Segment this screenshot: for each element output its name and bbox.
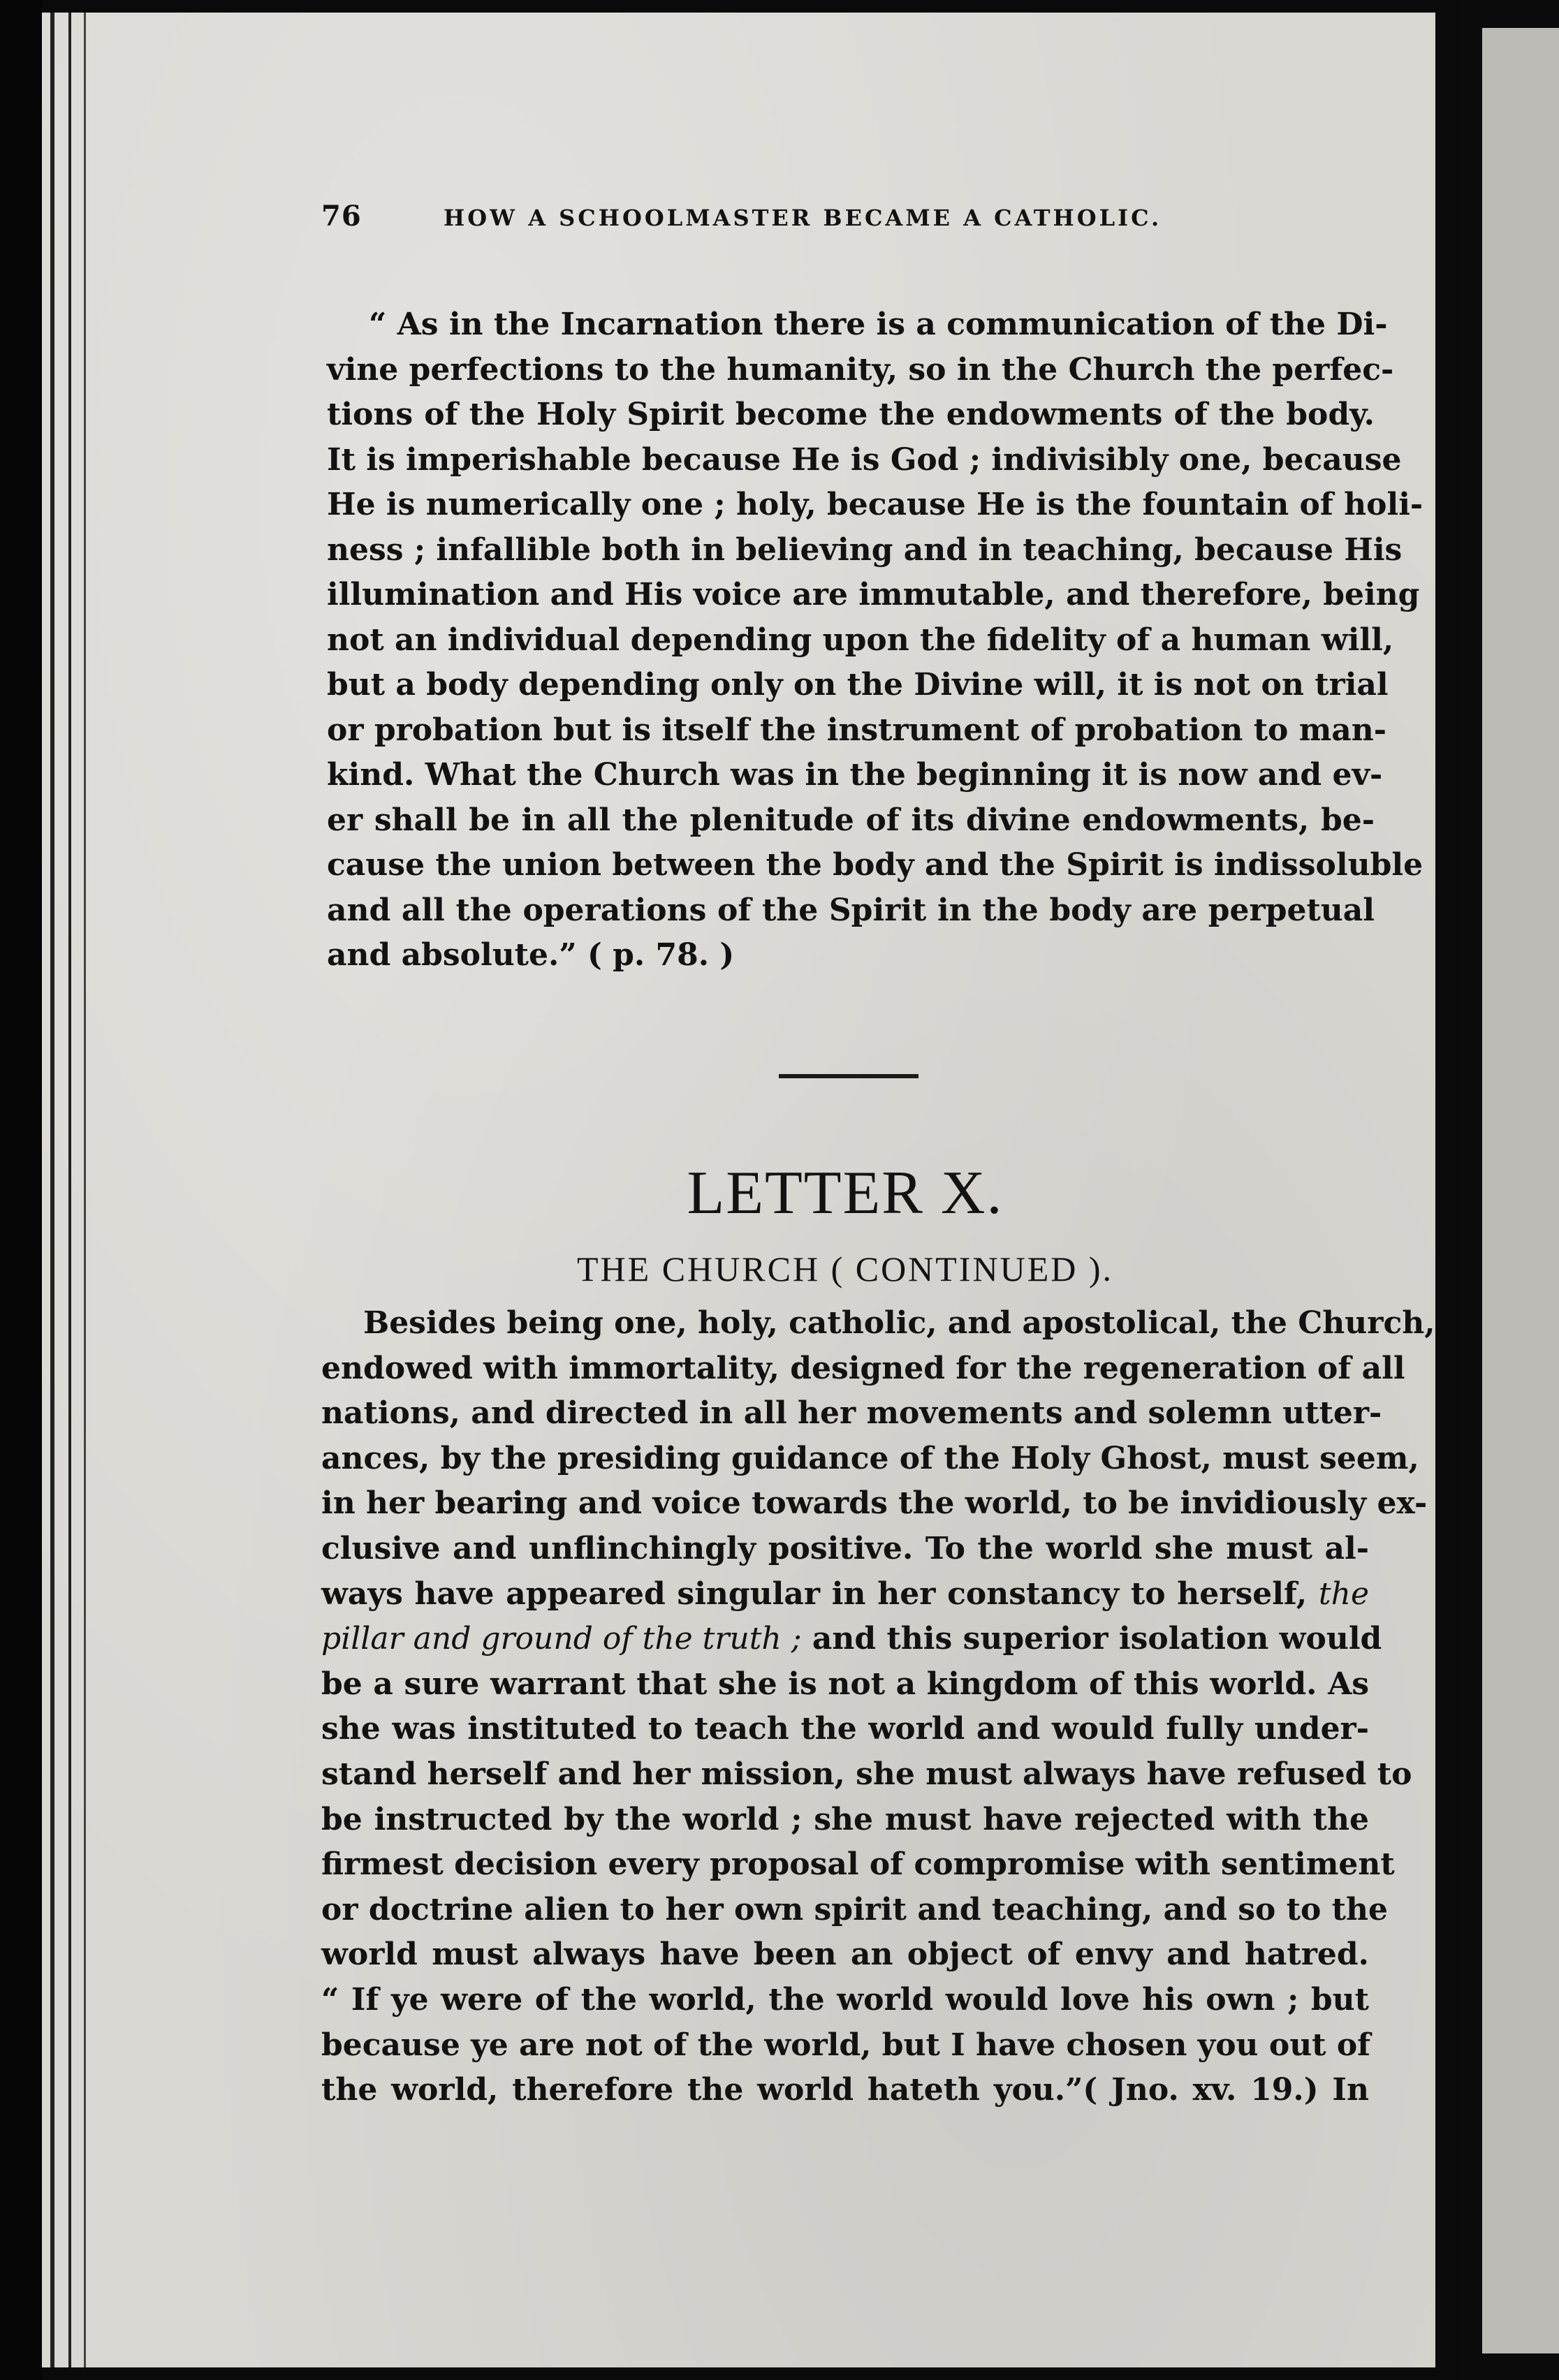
body-line: she was instituted to teach the world and would fully under- (321, 1711, 1369, 1747)
italic-quote: the (1318, 1575, 1369, 1612)
quoted-passage (327, 302, 1423, 978)
letter-body (321, 1301, 1435, 2113)
quote-line: not an individual depending upon the fidelity of a human will, (327, 622, 1394, 658)
body-line (321, 1572, 1369, 1617)
body-line: stand herself and her mission, she must always have refused to (321, 1756, 1412, 1792)
page-number: 76 (321, 200, 362, 233)
running-head (321, 200, 1299, 233)
quote-line: but a body depending only on the Divine will, it is not on trial (327, 667, 1389, 703)
body-line: firmest decision every proposal of compromise with sentiment (321, 1846, 1395, 1883)
quote-line: and absolute.” ( p. 78. ) (327, 937, 735, 973)
letter-subtitle: THE CHURCH ( CONTINUED ). (577, 1249, 1113, 1288)
quote-line: and all the operations of the Spirit in the body are perpetual (327, 892, 1375, 928)
page-edge-rule (50, 13, 54, 2367)
quote-line: vine perfections to the humanity, so in the Church the perfec- (327, 351, 1394, 388)
body-line (321, 1617, 1382, 1662)
italic-quote: pillar and ground of the truth ; (321, 1621, 802, 1657)
body-line: world must always have been an object of envy and hatred. (321, 1937, 1369, 1973)
body-line: the world, therefore the world hateth you.”( Jno. xv. 19.) In (321, 2072, 1369, 2108)
body-line: because ye are not of the world, but I have chosen you out of (321, 2027, 1371, 2063)
body-line-text: ways have appeared singular in her constancy to herself, (321, 1575, 1308, 1612)
running-head-title: HOW A SCHOOLMASTER BECAME A CATHOLIC. (444, 205, 1162, 231)
body-line: or doctrine alien to her own spirit and teaching, and so to the (321, 1891, 1388, 1927)
adjacent-page-edge (1458, 0, 1559, 2380)
body-line: ances, by the presiding guidance of the Holy Ghost, must seem, (321, 1440, 1419, 1476)
body-line: clusive and unflinchingly positive. To the world she must al- (321, 1530, 1369, 1566)
body-line: “ If ye were of the world, the world would love his own ; but (321, 1981, 1369, 2018)
quote-line: It is imperishable because He is God ; indivisibly one, because (327, 441, 1402, 478)
body-line: in her bearing and voice towards the world, to be invidiously ex- (321, 1485, 1428, 1522)
body-line: Besides being one, holy, catholic, and apostolical, the Church, (363, 1305, 1435, 1341)
scan-border-left (0, 0, 42, 2380)
adjacent-page-sliver (1482, 28, 1559, 2353)
quote-line: ness ; infallible both in believing and in teaching, because His (327, 531, 1403, 568)
book-page (42, 13, 1435, 2367)
quote-line: “ As in the Incarnation there is a communication of the Di- (369, 307, 1388, 342)
quote-line: cause the union between the body and the Spirit is indissoluble (327, 847, 1423, 883)
quote-line: He is numerically one ; holy, because He is the fountain of holi- (327, 487, 1423, 522)
quote-line: tions of the Holy Spirit become the endowments of the body. (327, 397, 1375, 432)
page-edge-rule (68, 13, 71, 2367)
page-edge-rule (84, 13, 86, 2367)
body-line: endowed with immortality, designed for the regeneration of all (321, 1350, 1405, 1386)
body-line: nations, and directed in all her movements and solemn utter- (321, 1395, 1382, 1432)
quote-line: or probation but is itself the instrument of probation to man- (327, 712, 1387, 748)
body-line: be a sure warrant that she is not a kingdom of this world. As (321, 1666, 1369, 1702)
quote-line: er shall be in all the plenitude of its divine endowments, be- (327, 802, 1375, 838)
letter-title: LETTER X. (687, 1159, 1004, 1227)
quote-line: illumination and His voice are immutable, and therefore, being (327, 577, 1420, 612)
quote-line: kind. What the Church was in the beginning it is now and ev- (327, 757, 1383, 793)
body-line: be instructed by the world ; she must have rejected with the (321, 1801, 1369, 1837)
section-divider (779, 1074, 918, 1078)
body-line-text: and this superior isolation would (812, 1621, 1382, 1657)
